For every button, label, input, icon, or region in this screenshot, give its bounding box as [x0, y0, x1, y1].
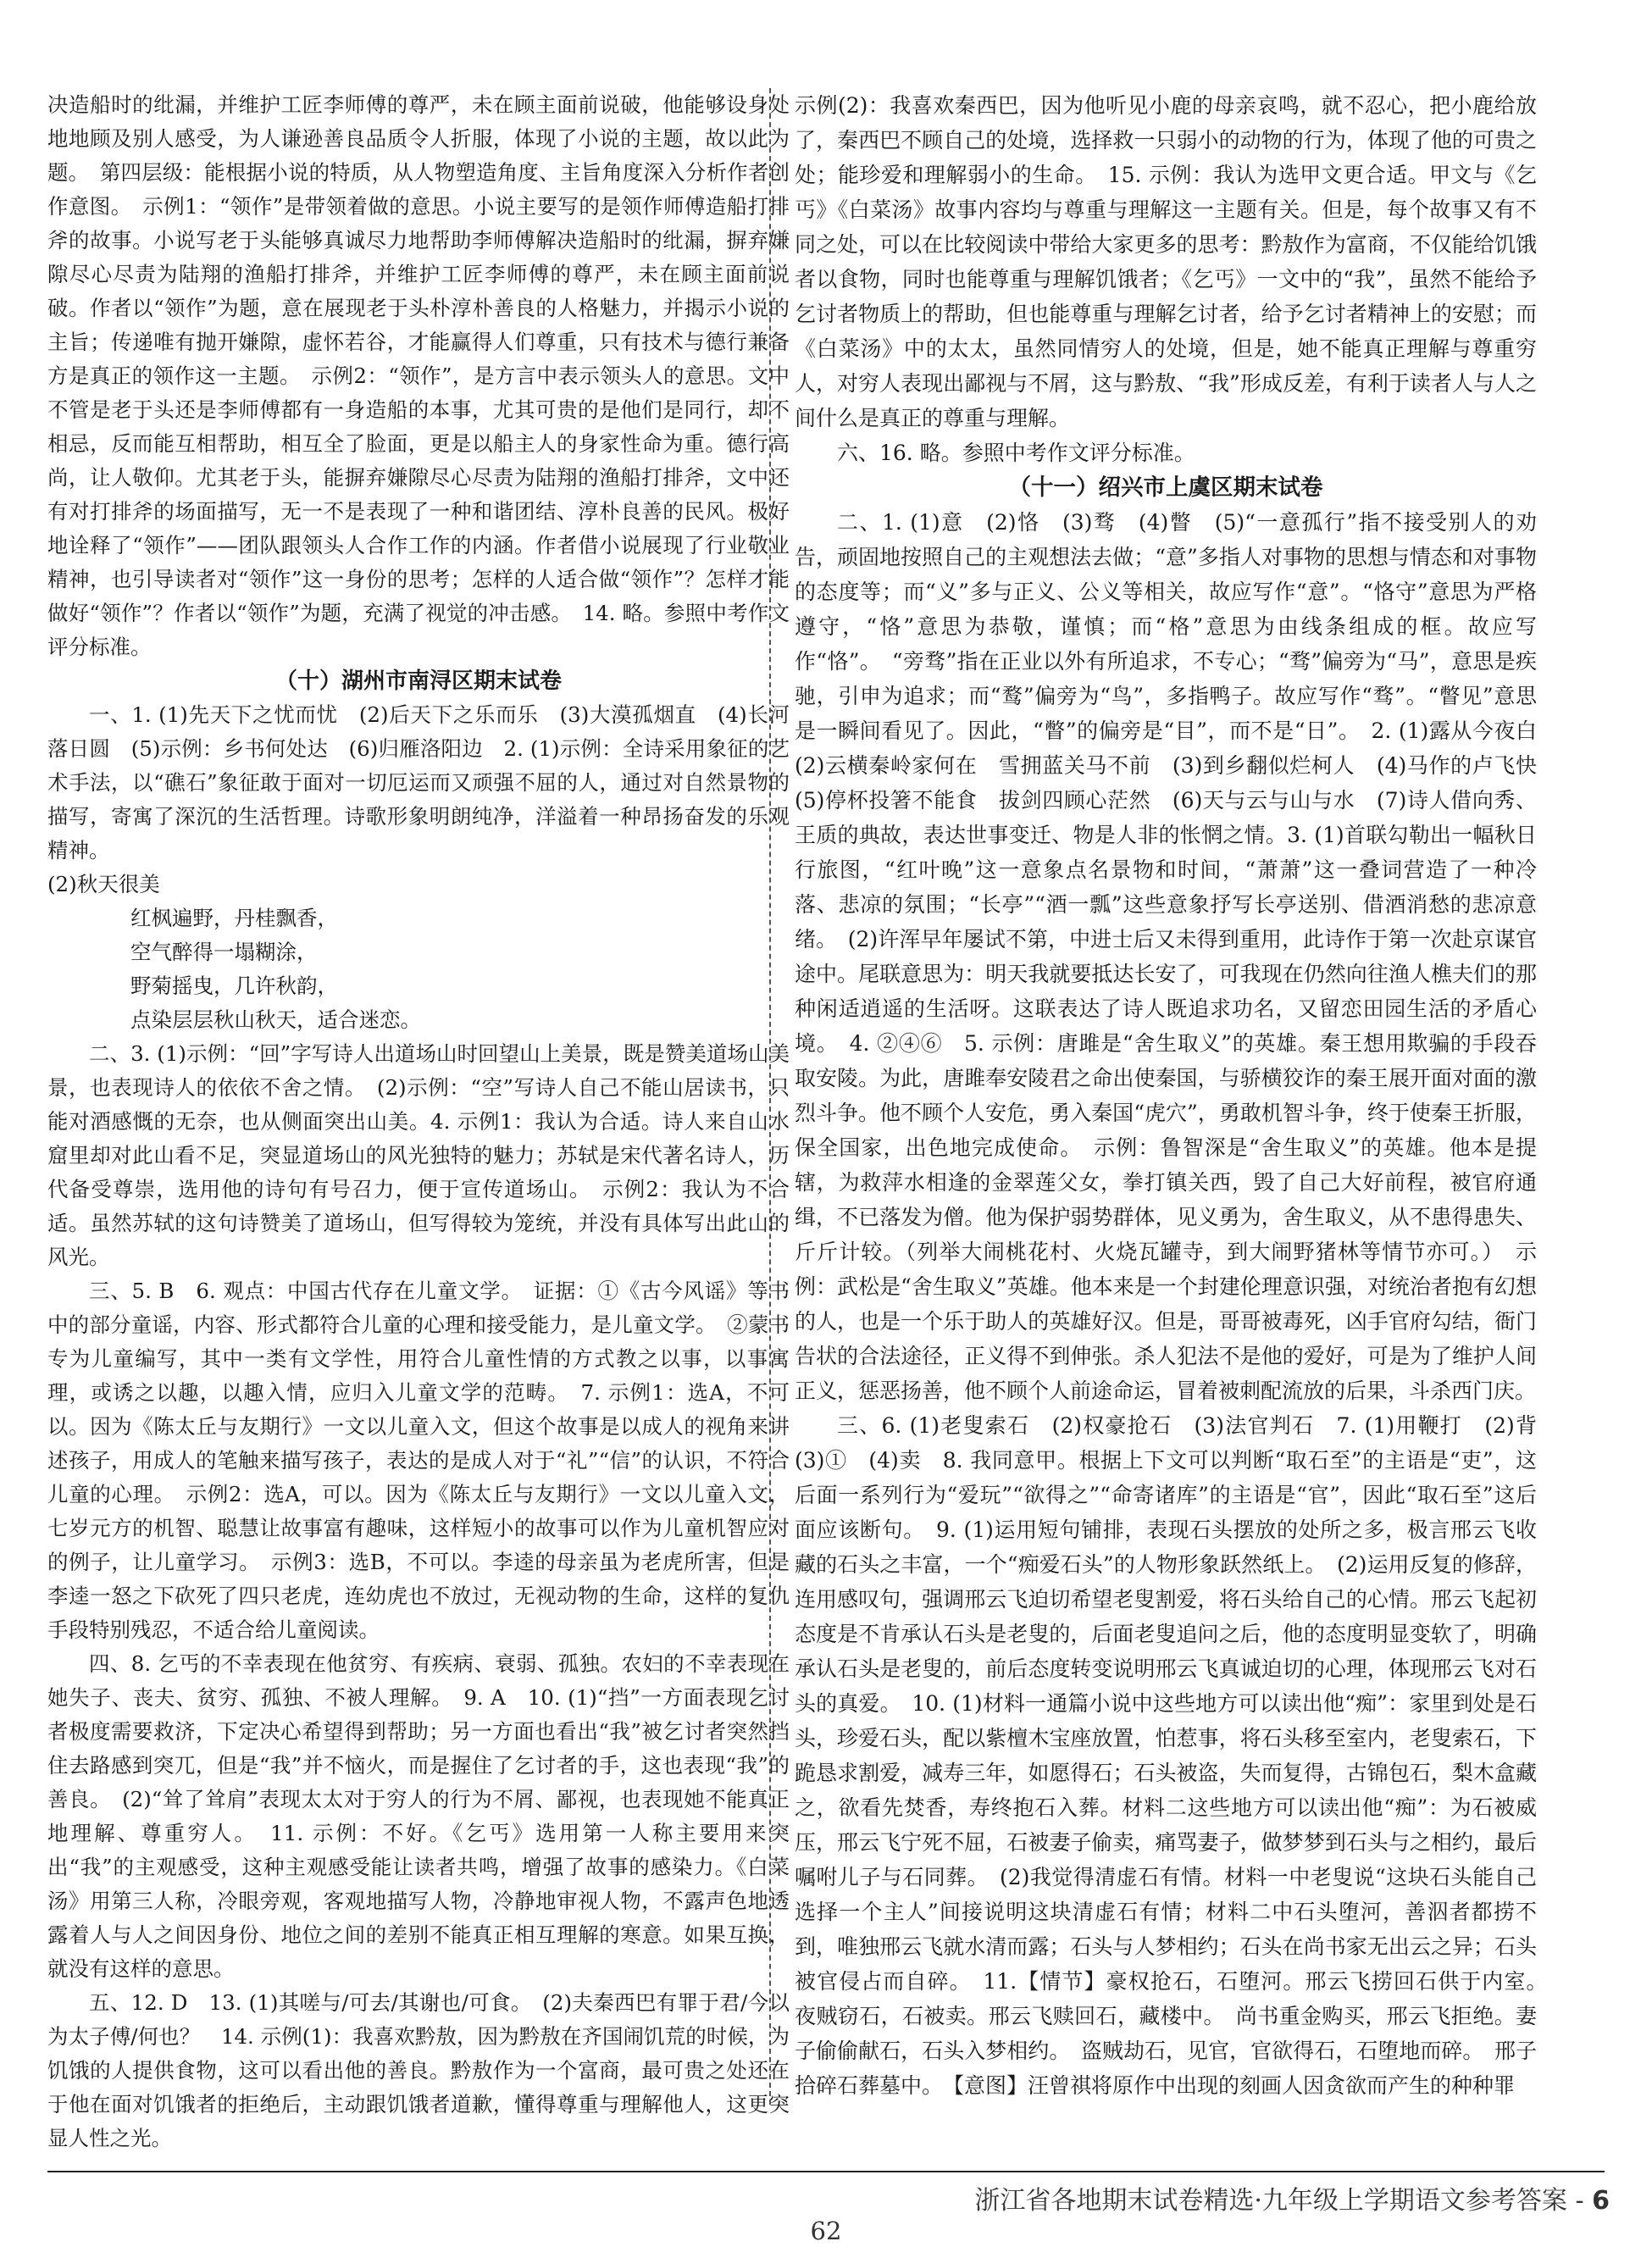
right-column	[795, 88, 1559, 2103]
poem-line: 红枫遍野，丹桂飘香，	[130, 906, 338, 930]
section-heading: （十）湖州市南浔区期末试卷	[274, 669, 562, 694]
answer-paragraph: 二、1. (1)意 (2)恪 (3)骛 (4)瞥 (5)“一意孤行”指不接受别人的劝告，顽固地按照自己的主观想法去做；“意”多指人对事物的思想与情态和对事物的态度等；而“义”多与正义、公义等相关，故应写作“意”。“恪守”意思为严格遵守，“恪”意思为恭敬，谨慎；而“格”意思为由线条组成的框。故应写作“恪”。 “旁骛”指在正业以外有所追求，不专心；“骛”偏旁为“马”，意思是疾驰，引申为追求；而“鹜”偏旁为“鸟”，多指鸭子。故应写作“骛”。“瞥见”意思是一瞬间看见了。因此，“瞥”的偏旁是“目”，而不是“日”。 2. (1)露从今夜白 (2)云横秦岭家何在 雪拥蓝关马不前 (3)到乡翻似烂柯人 (4)马作的卢飞快 (5)停杯投箸不能食 拔剑四顾心茫然 (6)天与云与山与水 (7)诗人借向秀、王质的典故，表达世事变迁、物是人非的怅惘之情。3. (1)首联勾勒出一幅秋日行旅图，“红叶晚”这一意象点名景物和时间，“萧萧”这一叠词营造了一种冷落、悲凉的氛围；“长亭”“酒一瓢”这些意象抒写长亭送别、借酒消愁的悲凉意绪。 (2)许浑早年屡试不第，中进士后又未得到重用，此诗作于第一次赴京谋官途中。尾联意思为：明天我就要抵达长安了，可我现在仍然向往渔人樵夫们的那种闲适逍遥的生活呀。这联表达了诗人既追求功名，又留恋田园生活的矛盾心境。 4. ②④⑥ 5. 示例：唐雎是“舍生取义”的英雄。秦王想用欺骗的手段吞取安陵。为此，唐雎奉安陵君之命出使秦国，与骄横狡诈的秦王展开面对面的激烈斗争。他不顾个人安危，勇入秦国“虎穴”，勇敢机智斗争，终于使秦王折服，保全国家，出色地完成使命。 示例：鲁智深是“舍生取义”的英雄。他本是提辖，为救萍水相逢的金翠莲父女，拳打镇关西，毁了自己大好前程，被官府通缉，不已落发为僧。他为保护弱势群体，见义勇为，舍生取义，从不患得患失、斤斤计较。（列举大闹桃花村、火烧瓦罐寺，到大闹野猪林等情节亦可。） 示例：武松是“舍生取义”英雄。他本来是一个封建伦理意识强，对统治者抱有幻想的人，也是一个乐于助人的英雄好汉。但是，哥哥被毒死，凶手官府勾结，衙门告状的合法途径，正义得不到伸张。杀人犯法不是他的爱好，可是为了维护人间正义，惩恶扬善，他不顾个人前途命运，冒着被刺配流放的后果，斗杀西门庆。	[795, 510, 1559, 1403]
poem-line: 点染层层秋山秋天，适合迷恋。	[130, 1007, 421, 1032]
poem-line: 野菊摇曳，几许秋韵，	[130, 974, 338, 998]
answer-paragraph: 决造船时的纰漏，并维护工匠李师傅的尊严，未在顾主面前说破，他能够设身处地地顾及别人感受，为人谦逊善良品质令人折服，体现了小说的主题，故以此为题。 第四层级：能根据小说的特质，从人物塑造角度、主旨角度深入分析作者创作意图。 示例1：“领作”是带领着做的意思。小说主要写的是领作师傅造船打排斧的故事。小说写老于头能够真诚尽力地帮助李师傅解决造船时的纰漏，摒弃嫌隙尽心尽责为陆翔的渔船打排斧，并维护工匠李师傅的尊严，未在顾主面前说破。作者以“领作”为题，意在展现老于头朴淳朴善良的人格魅力，并揭示小说的主旨；传递唯有抛开嫌隙，虚怀若谷，才能赢得人们尊重，只有技术与德行兼备方是真正的领作这一主题。 示例2：“领作”，是方言中表示领头人的意思。文中不管是老于头还是李师傅都有一身造船的本事，尤其可贵的是他们是同行，却不相忌，反而能互相帮助，相互全了脸面，更是以船主人的身家性命为重。德行高尚，让人敬仰。尤其老于头，能摒弃嫌隙尽心尽责为陆翔的渔船打排斧，文中还有对打排斧的场面描写，无一不是表现了一种和谐团结、淳朴良善的民风。极好地诠释了“领作”——团队跟领头人合作工作的内涵。作者借小说展现了行业敬业精神，也引导读者对“领作”这一身份的思考；怎样的人适合做“领作”？怎样才能做好“领作”？作者以“领作”为题，充满了视觉的冲击感。 14. 略。参照中考作文评分标准。	[47, 92, 790, 659]
answer-paragraph: 三、6. (1)老叟索石 (2)权豪抢石 (3)法官判石 7. (1)用鞭打 (2)背 (3)① (4)卖 8. 我同意甲。根据上下文可以判断“取石至”的主语是“吏”，这后面一系列行为“爱玩”“欲得之”“命寄诸库”的主语是“官”，因此“取石至”这后面应该断句。 9. (1)运用短句铺排，表现石头摆放的处所之多，极言邢云飞收藏的石头之丰富，一个“痴爱石头”的人物形象跃然纸上。 (2)运用反复的修辞，连用感叹句，强调邢云飞迫切希望老叟割爱，将石头给自己的心情。邢云飞起初态度是不肯承认石头是老叟的，后面老叟追问之后，他的态度明显变软了，明确承认石头是老叟的，前后态度转变说明邢云飞真诚迫切的心理，体现邢云飞对石头的真爱。 10. (1)材料一通篇小说中这些地方可以读出他“痴”：家里到处是石头，珍爱石头，配以紫檀木宝座放置，怕惹事，将石头移至室内，老叟索石，下跪恳求割爱，减寿三年，如愿得石；石头被盗，失而复得，古锦包石，梨木盒藏之，欲看先焚香，寿终抱石入葬。材料二这些地方可以读出他“痴”：为石被威压，邢云飞宁死不屈，石被妻子偷卖，痛骂妻子，做梦梦到石头与之相约，最后嘱咐儿子与石同葬。 (2)我觉得清虚石有情。材料一中老叟说“这块石头能自己选择一个主人”间接说明这块清虚石有情；材料二中石头堕河，善泅者都捞不到，唯独邢云飞就水清而露；石头与人梦相约；石头在尚书家无出云之异；石头被官侵占而自碎。 11.【情节】豪权抢石，石堕河。邢云飞捞回石供于内室。 夜贼窃石，石被卖。邢云飞赎回石，藏楼中。 尚书重金购买，邢云飞拒绝。妻子偷偷献石，石头入梦相约。 盗贼劫石，见官，官欲得石，石堕地而碎。 邢子拾碎石葬墓中。 【意图】汪曾祺将原作中出现的刻画人因贪欲而产生的种种罪	[795, 1413, 1559, 2098]
column-divider	[769, 88, 771, 2105]
left-column	[47, 88, 790, 2155]
footer-title	[525, 2179, 1610, 2216]
answer-paragraph: 一、1. (1)先天下之忧而忧 (2)后天下之乐而乐 (3)大漠孤烟直 (4)长河落日圆 (5)示例：乡书何处达 (6)归雁洛阳边 2. (1)示例：全诗采用象征的艺术手法，以“礁石”象征敢于面对一切厄运而又顽强不屈的人，通过对自然景物的描写，寄寓了深沉的生活哲理。诗歌形象明朗纯净，洋溢着一种昂扬奋发的乐观精神。	[47, 702, 790, 863]
page-number: 62	[810, 2216, 842, 2245]
answer-paragraph: 三、5. B 6. 观点：中国古代存在儿童文学。 证据：①《古今风谣》等书中的部分童谣，内容、形式都符合儿童的心理和接受能力，是儿童文学。 ②蒙书专为儿童编写，其中一类有文学性，用符合儿童性情的方式教之以事，以事寓理，或诱之以趣，以趣入情，应归入儿童文学的范畴。 7. 示例1：选A，不可以。因为《陈太丘与友期行》一文以儿童入文，但这个故事是以成人的视角来讲述孩子，用成人的笔触来描写孩子，表达的是成人对于“礼”“信”的认识，不符合儿童的心理。 示例2：选A，可以。因为《陈太丘与友期行》一文以儿童入文，七岁元方的机智、聪慧让故事富有趣味，这样短小的故事可以作为儿童机智应对的例子，让儿童学习。 示例3：选B，不可以。李逵的母亲虽为老虎所害，但是李逵一怒之下砍死了四只老虎，连幼虎也不放过，无视动物的生命，这样的复仇手段特别残忍，不适合给儿童阅读。	[47, 1279, 790, 1642]
footer-rule	[47, 2171, 1605, 2172]
answer-paragraph: 示例(2)：我喜欢秦西巴，因为他听见小鹿的母亲哀鸣，就不忍心，把小鹿给放了，秦西巴不顾自己的处境，选择救一只弱小的动物的行为，体现了他的可贵之处；能珍爱和理解弱小的生命。 15. 示例：我认为选甲文更合适。甲文与《乞丐》《白菜汤》故事内容均与尊重与理解这一主题有关。但是，每个故事又有不同之处，可以在比较阅读中带给大家更多的思考：黔敖作为富商，不仅能给饥饿者以食物，同时也能尊重与理解饥饿者；《乞丐》一文中的“我”，虽然不能给予乞讨者物质上的帮助，但也能尊重与理解乞讨者，给予乞讨者精神上的安慰；而《白菜汤》中的太太，虽然同情穷人的处境，但是，她不能真正理解与尊重穷人，对穷人表现出鄙视与不屑，这与黔敖、“我”形成反差，有利于读者人与人之间什么是真正的尊重与理解。	[795, 93, 1537, 430]
answer-paragraph: 四、8. 乞丐的不幸表现在他贫穷、有疾病、衰弱、孤独。农妇的不幸表现在她失子、丧夫、贫穷、孤独、不被人理解。 9. A 10. (1)“挡”一方面表现乞讨者极度需要救济，下定决心希望得到帮助；另一方面也看出“我”被乞讨者突然挡住去路感到突兀，但是“我”并不恼火，而是握住了乞讨者的手，这也表现“我”的善良。 (2)“耸了耸肩”表现太太对于穷人的行为不屑、鄙视，也表现她不能真正地理解、尊重穷人。 11. 示例：不好。《乞丐》选用第一人称主要用来突出“我”的主观感受，这种主观感受能让读者共鸣，增强了故事的感染力。《白菜汤》用第三人称，冷眼旁观，客观地描写人物，冷静地审视人物，不露声色地透露着人与人之间因身份、地位之间的差别不能真正相互理解的寒意。如果互换，就没有这样的意思。	[47, 1651, 790, 1981]
section-heading: （十一）绍兴市上虞区期末试卷	[1008, 474, 1323, 501]
answer-paragraph: 六、16. 略。参照中考作文评分标准。	[837, 441, 1195, 465]
answer-paragraph: (2)秋天很美	[47, 872, 160, 896]
footer-title-text: 浙江省各地期末试卷精选·九年级上学期语文参考答案 -	[974, 2186, 1593, 2216]
answer-paragraph: 五、12. D 13. (1)其嗟与/可去/其谢也/可食。 (2)夫秦西巴有罪于君/今以为太子傅/何也？ 14. 示例(1)：我喜欢黔敖，因为黔敖在齐国闹饥荒的时候，为饥饿的人提供食物，这可以看出他的善良。黔敖作为一个富商，最可贵之处还在于他在面对饥饿者的拒绝后，主动跟饥饿者道歉，懂得尊重与理解他人，这更突显人性之光。	[47, 1990, 790, 2150]
footer-section-number: 6	[1592, 2186, 1610, 2216]
poem-line: 空气醉得一塌糊涂，	[130, 940, 318, 964]
answer-paragraph: 二、3. (1)示例：“回”字写诗人出道场山时回望山上美景，既是赞美道场山美景，也表现诗人的依依不舍之情。 (2)示例：“空”写诗人自己不能山居读书，只能对酒感慨的无奈，也从侧面突出山美。4. 示例1：我认为合适。诗人来自山水窟里却对此山看不足，突显道场山的风光独特的魅力；苏轼是宋代著名诗人，历代备受尊崇，选用他的诗句有号召力，便于宣传道场山。 示例2：我认为不合适。虽然苏轼的这句诗赞美了道场山，但写得较为笼统，并没有具体写出此山的风光。	[47, 1041, 790, 1269]
